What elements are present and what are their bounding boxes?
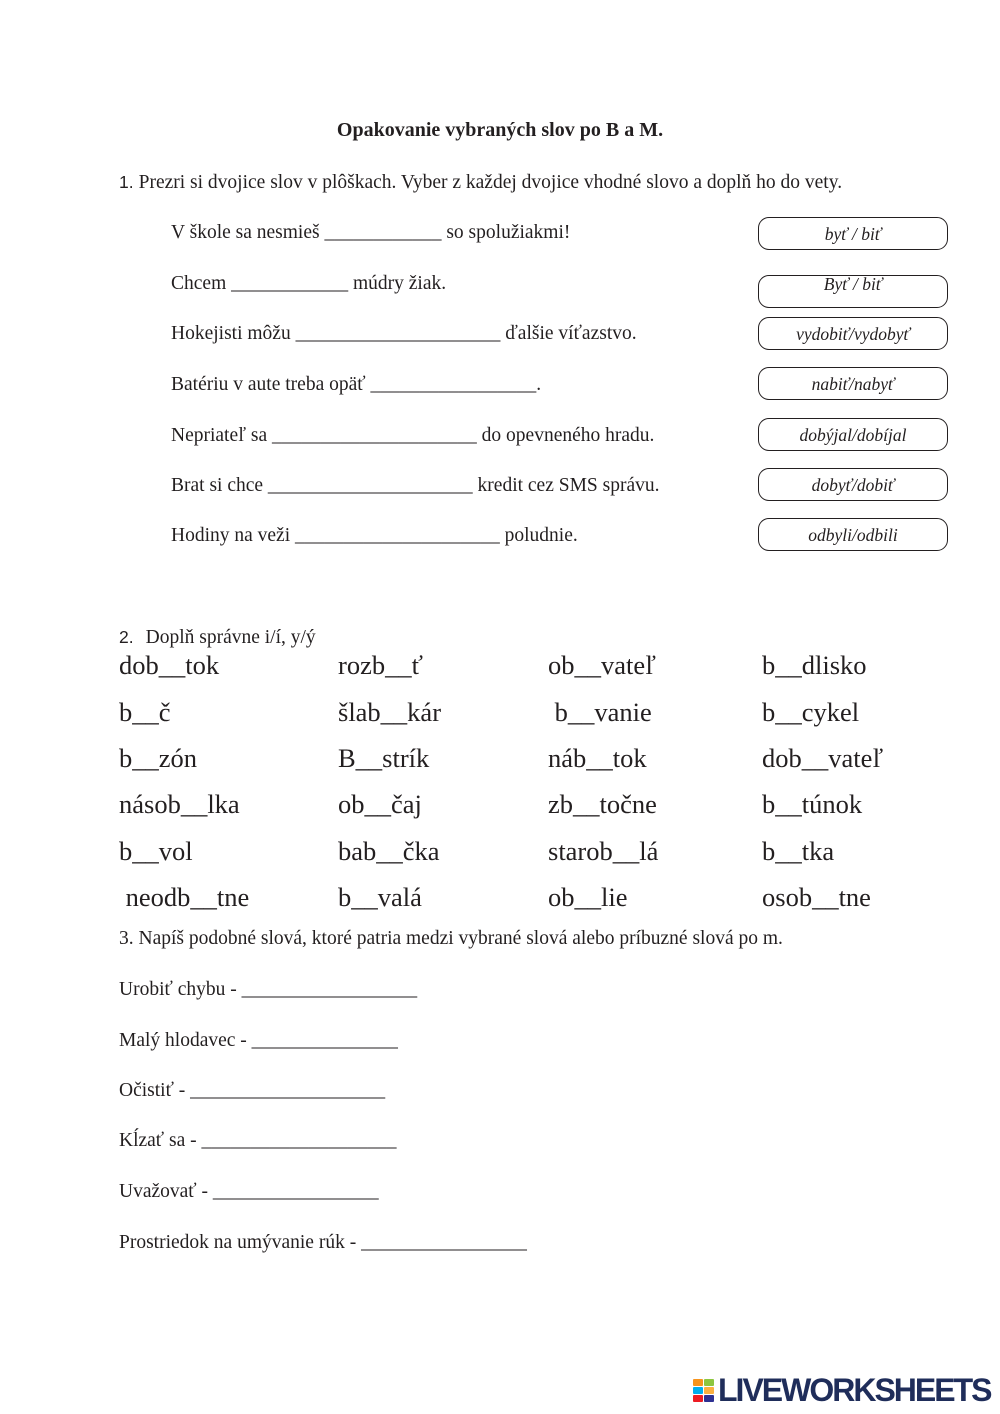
definition-line-4	[119, 1129, 397, 1153]
fill-word: náb__tok	[548, 743, 647, 773]
section-3-instruction: 3. Napíš podobné slová, ktoré patria medzi vybrané slová alebo príbuzné slová po m.	[119, 928, 783, 949]
section-2-instruction	[119, 625, 316, 650]
fill-word: b__cykel	[762, 697, 860, 727]
answer-blank: _________________	[370, 374, 537, 395]
logo-text: LIVEWORKSHEETS	[718, 1372, 991, 1408]
fill-word: dob__vateľ	[762, 743, 884, 773]
sentence-text: Nepriateľ sa	[171, 425, 273, 446]
answer-blank: _______________	[251, 1030, 398, 1051]
section-1-instruction	[119, 170, 842, 195]
sentence-text: do opevneného hradu.	[476, 425, 655, 446]
sentence-text: so spolužiakmi!	[441, 222, 571, 243]
answer-blank: _____________________	[272, 425, 477, 446]
definition-label: Prostriedok na umývanie rúk -	[119, 1232, 362, 1253]
answer-blank: ____________________	[201, 1130, 397, 1151]
sentence-text: Chcem	[171, 273, 232, 294]
liveworksheets-logo	[693, 1374, 990, 1406]
fill-word: ob__čaj	[338, 789, 422, 819]
liveworksheets-blocks-icon	[693, 1379, 714, 1402]
fill-word: B__strík	[338, 743, 430, 773]
fill-word: bab__čka	[338, 836, 440, 866]
answer-blank: ____________	[231, 273, 349, 294]
word-pair-text: nabiť/nabyť	[811, 373, 895, 394]
sentence-1	[171, 221, 570, 245]
fill-word: b__vanie	[548, 697, 652, 727]
section-1-instruction-text: Prezri si dvojice slov v plôškach. Vyber z každej dvojice vhodné slovo a doplň ho do vety.	[138, 172, 843, 193]
worksheet-title: Opakovanie vybraných slov po B a M.	[336, 119, 664, 141]
word-pair-box-2	[758, 275, 948, 308]
definition-line-6	[119, 1231, 527, 1255]
definition-label: Kĺzať sa -	[119, 1130, 202, 1151]
sentence-3	[171, 322, 637, 346]
answer-blank: __________________	[241, 979, 418, 1000]
fill-word: zb__točne	[548, 789, 657, 819]
answer-blank: _________________	[361, 1232, 527, 1253]
answer-blank: _____________________	[295, 525, 500, 546]
sentence-text: Brat si chce	[171, 475, 268, 496]
sentence-text: ďalšie víťazstvo.	[500, 323, 637, 344]
fill-word: ob__vateľ	[548, 650, 656, 680]
sentence-text: Batériu v aute treba opäť	[171, 374, 371, 395]
sentence-5	[171, 424, 654, 448]
fill-word: rozb__ť	[338, 650, 423, 680]
definition-line-1	[119, 978, 417, 1002]
sentence-text: .	[536, 374, 542, 395]
fill-word: b__vol	[119, 836, 193, 866]
word-pair-text: byť / biť	[824, 223, 882, 244]
answer-blank: ____________________	[190, 1080, 386, 1101]
fill-word: dob__tok	[119, 650, 220, 680]
sentence-text: Hokejisti môžu	[171, 323, 296, 344]
definition-label: Uvažovať -	[119, 1181, 213, 1202]
sentence-text: Hodiny na veži	[171, 525, 296, 546]
fill-word: b__č	[119, 697, 171, 727]
fill-word: b__dlisko	[762, 650, 867, 680]
fill-word: starob__lá	[548, 836, 659, 866]
fill-word: násob__lka	[119, 789, 240, 819]
word-pair-text: vydobiť/vydobyť	[796, 323, 910, 344]
answer-blank: _____________________	[267, 475, 473, 496]
word-pair-text: Byť / biť	[823, 274, 883, 294]
fill-word: osob__tne	[762, 882, 871, 912]
word-pair-text: dobyť/dobiť	[811, 474, 895, 495]
section-1-number: 1.	[119, 172, 134, 192]
sentence-6	[171, 474, 660, 498]
word-pair-box-3	[758, 317, 948, 350]
fill-word: šlab__kár	[338, 697, 442, 727]
answer-blank: ____________	[324, 222, 442, 243]
definition-line-5	[119, 1180, 379, 1204]
section-2-number: 2.	[119, 627, 134, 647]
sentence-4	[171, 373, 541, 397]
fill-word: b__valá	[338, 882, 422, 912]
word-pair-text: odbyli/odbili	[808, 524, 898, 545]
answer-blank: _________________	[212, 1181, 379, 1202]
definition-label: Urobiť chybu -	[119, 979, 242, 1000]
word-pair-box-4	[758, 367, 948, 400]
word-pair-text: dobýjal/dobíjal	[799, 424, 907, 445]
sentence-7	[171, 524, 578, 548]
fill-word: b__zón	[119, 743, 198, 773]
answer-blank: _____________________	[295, 323, 501, 344]
fill-word: ob__lie	[548, 882, 628, 912]
section-2-instruction-text: Doplň správne i/í, y/ý	[145, 627, 316, 648]
sentence-text: poludnie.	[499, 525, 578, 546]
word-pair-box-5	[758, 418, 948, 451]
word-pair-box-7	[758, 518, 948, 551]
sentence-text: múdry žiak.	[348, 273, 447, 294]
definition-line-3	[119, 1079, 385, 1103]
fill-word: b__túnok	[762, 789, 863, 819]
fill-word: neodb__tne	[119, 882, 250, 912]
definition-line-2	[119, 1029, 398, 1053]
sentence-text: kredit cez SMS správu.	[472, 475, 660, 496]
definition-label: Očistiť -	[119, 1080, 191, 1101]
definition-label: Malý hlodavec -	[119, 1030, 252, 1051]
word-pair-box-6	[758, 468, 948, 501]
sentence-2	[171, 272, 446, 296]
word-pair-box-1	[758, 217, 948, 250]
fill-word: b__tka	[762, 836, 835, 866]
sentence-text: V škole sa nesmieš	[171, 222, 325, 243]
